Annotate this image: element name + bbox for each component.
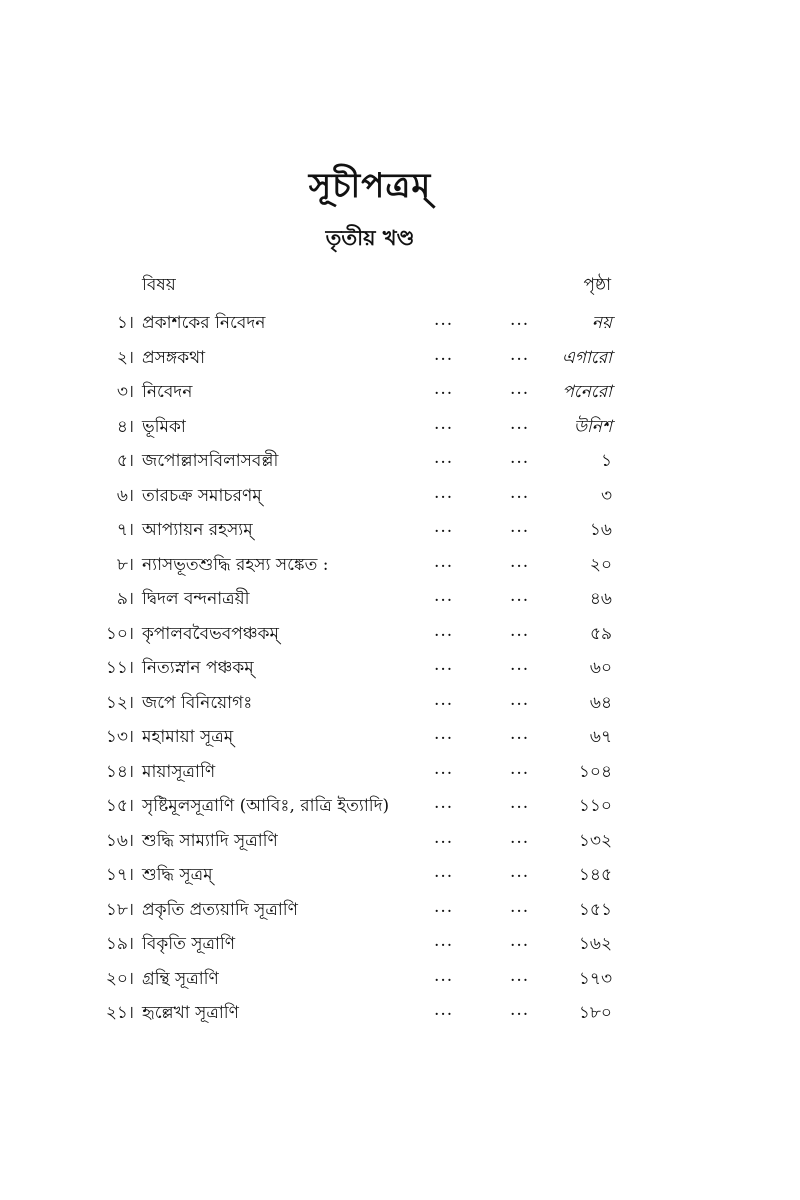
toc-entry bbox=[0, 789, 800, 824]
entry-number: ১৫। bbox=[105, 796, 134, 816]
entry-title: শুদ্ধি সূত্রম্ bbox=[142, 865, 213, 885]
entry-title: জপোল্লাসবিলাসবল্লী bbox=[142, 451, 279, 471]
entry-title: গ্রন্থি সূত্রাণি bbox=[142, 968, 219, 989]
leader-dots: ... bbox=[434, 551, 454, 572]
entry-title: মহামায়া সূত্রম্ bbox=[142, 727, 234, 747]
entry-title: নিবেদন bbox=[142, 382, 193, 402]
entry-title: প্রকাশকের নিবেদন bbox=[142, 313, 266, 333]
leader-dots: ... bbox=[510, 793, 530, 813]
toc-entry bbox=[0, 375, 800, 410]
entry-title: জপে বিনিয়োগঃ bbox=[142, 692, 253, 713]
toc-entry bbox=[0, 824, 800, 859]
entry-title: কৃপালববৈভবপঞ্চকম্ bbox=[142, 623, 279, 644]
entry-page-number: ১৫১ bbox=[578, 899, 612, 920]
leader-dots: ... bbox=[510, 482, 530, 503]
leader-dots: ... bbox=[434, 620, 454, 641]
leader-dots: ... bbox=[434, 689, 454, 710]
leader-dots: ... bbox=[510, 586, 530, 606]
entry-title: ন্যাসভূতশুদ্ধি রহস্য সঙ্কেত : bbox=[142, 554, 329, 575]
entry-title: সৃষ্টিমূলসূত্রাণি (আবিঃ, রাত্রি ইত্যাদি) bbox=[142, 796, 390, 816]
entry-page-number: ৬৭ bbox=[589, 727, 612, 747]
leader-dots: ... bbox=[434, 482, 454, 503]
toc-entry bbox=[0, 582, 800, 617]
entry-page-number: ১৩২ bbox=[578, 830, 612, 851]
entry-number: ৭। bbox=[116, 520, 134, 540]
entry-number: ১০। bbox=[105, 623, 134, 644]
toc-entry bbox=[0, 858, 800, 893]
leader-dots: ... bbox=[434, 1000, 454, 1020]
entry-page-number: নয় bbox=[591, 313, 612, 333]
leader-dots: ... bbox=[510, 965, 530, 986]
entry-number: ৩। bbox=[116, 382, 134, 402]
entry-page-number: ৪৬ bbox=[589, 589, 612, 609]
toc-entry bbox=[0, 548, 800, 583]
entry-number: ১৬। bbox=[105, 830, 134, 851]
toc-list bbox=[0, 306, 800, 1031]
entry-number: ১৭। bbox=[105, 865, 134, 885]
leader-dots: ... bbox=[434, 896, 454, 917]
entry-page-number: ২০ bbox=[589, 554, 612, 575]
leader-dots: ... bbox=[434, 965, 454, 986]
leader-dots: ... bbox=[510, 344, 530, 365]
entry-title: শুদ্ধি সাম্যাদি সূত্রাণি bbox=[142, 830, 278, 851]
leader-dots: ... bbox=[434, 827, 454, 848]
toc-entry bbox=[0, 617, 800, 652]
entry-title: আপ্যায়ন রহস্যম্ bbox=[142, 520, 253, 540]
leader-dots: ... bbox=[510, 517, 530, 537]
entry-title: দ্বিদল বন্দনাত্রয়ী bbox=[142, 589, 250, 609]
entry-number: ১২। bbox=[105, 692, 134, 713]
toc-entry bbox=[0, 306, 800, 341]
entry-number: ৮। bbox=[116, 554, 134, 575]
leader-dots: ... bbox=[510, 827, 530, 848]
leader-dots: ... bbox=[510, 620, 530, 641]
toc-entry bbox=[0, 755, 800, 790]
leader-dots: ... bbox=[510, 862, 530, 882]
entry-title: ভূমিকা bbox=[142, 416, 186, 437]
leader-dots: ... bbox=[434, 931, 454, 951]
leader-dots: ... bbox=[510, 724, 530, 744]
toc-entry bbox=[0, 341, 800, 376]
leader-dots: ... bbox=[434, 344, 454, 365]
column-header-subject: বিষয় bbox=[142, 275, 176, 295]
entry-number: ১৩। bbox=[105, 727, 134, 747]
leader-dots: ... bbox=[510, 896, 530, 917]
leader-dots: ... bbox=[510, 689, 530, 710]
leader-dots: ... bbox=[434, 310, 454, 330]
leader-dots: ... bbox=[434, 379, 454, 399]
entry-page-number: ১৭৩ bbox=[578, 968, 612, 989]
entry-page-number: ৩ bbox=[600, 485, 612, 506]
toc-entry bbox=[0, 927, 800, 962]
toc-entry bbox=[0, 720, 800, 755]
page-title: সূচীপত্রম্ bbox=[308, 166, 432, 206]
entry-page-number: পনেরো bbox=[562, 382, 612, 402]
entry-page-number: ১১০ bbox=[578, 796, 612, 816]
entry-number: ৪। bbox=[116, 416, 134, 437]
leader-dots: ... bbox=[510, 379, 530, 399]
entry-number: ৫। bbox=[116, 451, 134, 471]
entry-page-number: উনিশ bbox=[573, 416, 612, 437]
entry-page-number: ১ bbox=[600, 451, 612, 471]
leader-dots: ... bbox=[434, 793, 454, 813]
toc-entry bbox=[0, 893, 800, 928]
page-subtitle: তৃতীয় খণ্ড bbox=[325, 225, 415, 250]
leader-dots: ... bbox=[434, 655, 454, 675]
entry-title: বিকৃতি সূত্রাণি bbox=[142, 934, 236, 954]
leader-dots: ... bbox=[434, 448, 454, 468]
entry-number: ৯। bbox=[116, 589, 134, 609]
leader-dots: ... bbox=[434, 724, 454, 744]
entry-title: নিত্যস্নান পঞ্চকম্ bbox=[142, 658, 254, 678]
toc-entry bbox=[0, 686, 800, 721]
toc-entry bbox=[0, 410, 800, 445]
leader-dots: ... bbox=[510, 413, 530, 434]
entry-title: মায়াসূত্রাণি bbox=[142, 761, 216, 782]
entry-page-number: ১৬ bbox=[589, 520, 612, 540]
entry-title: প্রকৃতি প্রত্যয়াদি সূত্রাণি bbox=[142, 899, 298, 920]
leader-dots: ... bbox=[434, 862, 454, 882]
entry-page-number: ১৬২ bbox=[578, 934, 612, 954]
entry-page-number: ৬৪ bbox=[589, 692, 612, 713]
entry-number: ২০। bbox=[105, 968, 134, 989]
entry-number: ২১। bbox=[105, 1003, 134, 1023]
leader-dots: ... bbox=[434, 517, 454, 537]
entry-number: ১৪। bbox=[105, 761, 134, 782]
entry-number: ১৮। bbox=[105, 899, 134, 920]
entry-number: ১১। bbox=[105, 658, 134, 678]
entry-page-number: ১০৪ bbox=[578, 761, 612, 782]
entry-title: হৃল্লেখা সূত্রাণি bbox=[142, 1003, 239, 1023]
entry-number: ২। bbox=[116, 347, 134, 368]
entry-number: ১। bbox=[116, 313, 134, 333]
leader-dots: ... bbox=[510, 310, 530, 330]
toc-entry bbox=[0, 513, 800, 548]
entry-title: তারচক্র সমাচরণম্ bbox=[142, 485, 262, 506]
toc-entry bbox=[0, 444, 800, 479]
entry-page-number: ৬০ bbox=[589, 658, 612, 678]
entry-number: ১৯। bbox=[105, 934, 134, 954]
leader-dots: ... bbox=[434, 758, 454, 779]
leader-dots: ... bbox=[510, 1000, 530, 1020]
leader-dots: ... bbox=[510, 448, 530, 468]
leader-dots: ... bbox=[510, 655, 530, 675]
toc-entry bbox=[0, 996, 800, 1031]
toc-entry bbox=[0, 651, 800, 686]
entry-number: ৬। bbox=[116, 485, 134, 506]
leader-dots: ... bbox=[434, 586, 454, 606]
entry-title: প্রসঙ্গকথা bbox=[142, 347, 206, 368]
leader-dots: ... bbox=[510, 551, 530, 572]
column-header-page: পৃষ্ঠা bbox=[583, 275, 611, 295]
leader-dots: ... bbox=[434, 413, 454, 434]
entry-page-number: ১৮০ bbox=[578, 1003, 612, 1023]
entry-page-number: এগারো bbox=[561, 347, 612, 368]
leader-dots: ... bbox=[510, 931, 530, 951]
entry-page-number: ৫৯ bbox=[589, 623, 612, 644]
leader-dots: ... bbox=[510, 758, 530, 779]
entry-page-number: ১৪৫ bbox=[578, 865, 612, 885]
toc-entry bbox=[0, 479, 800, 514]
toc-entry bbox=[0, 962, 800, 997]
